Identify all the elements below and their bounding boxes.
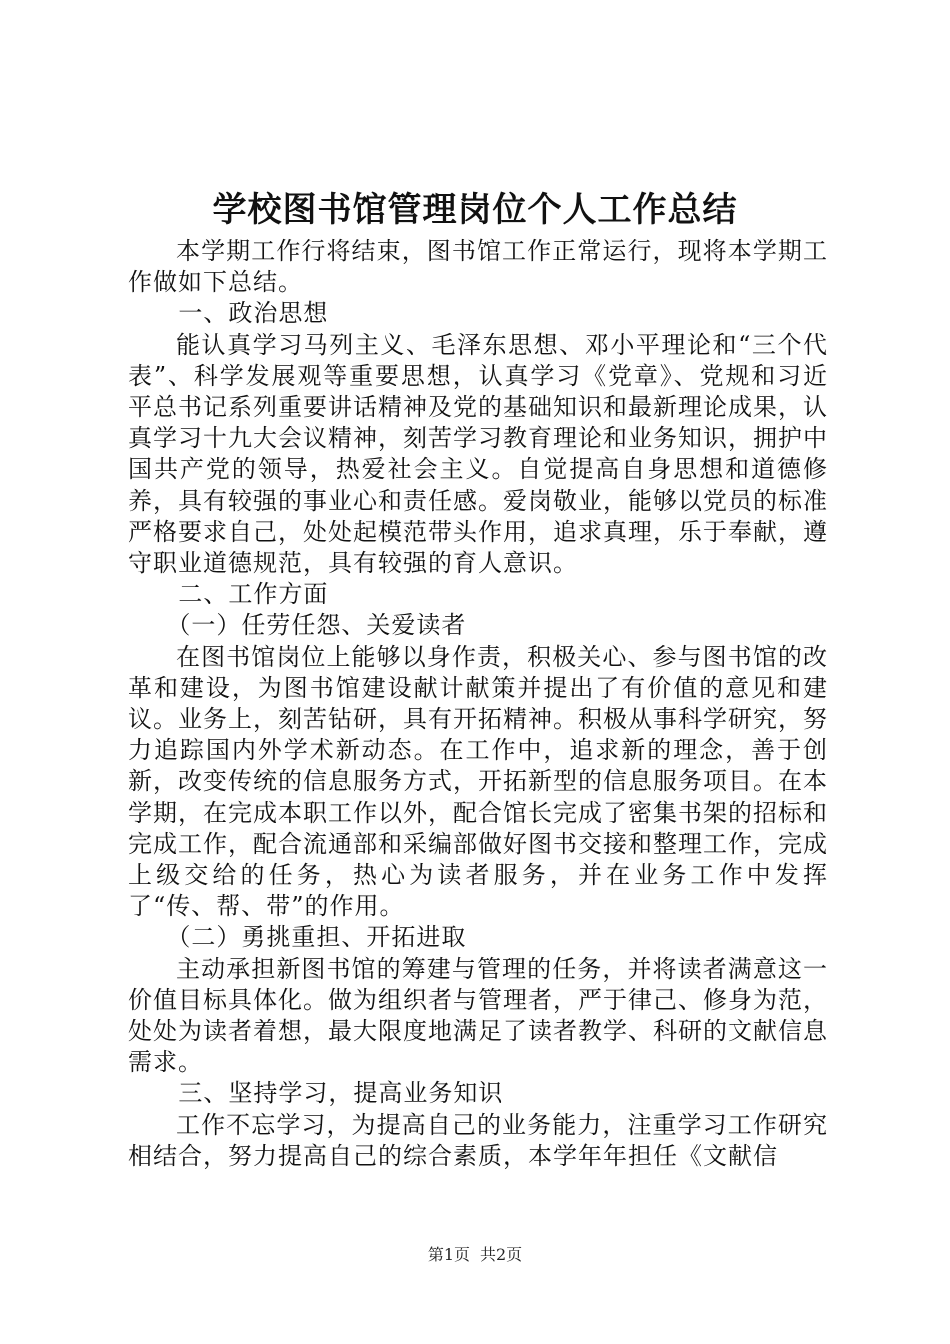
section-heading-work: 二、工作方面 xyxy=(178,580,329,609)
paragraph-readers: 在图书馆岗位上能够以身作责，积极关心、参与图书馆的改革和建设，为图书馆建设献计献策并提出了有价值的意见和建议。业务上，刻苦钻研，具有开拓精神。积极从事科学研究，努力追踪国内外学术新动态。在工作中，追求新的理念，善于创新，改变传统的信息服务方式，开拓新型的信息服务项目。在本学期，在完成本职工作以外，配合馆长完成了密集书架的招标和完成工作，配合流通部和采编部做好图书交接和整理工作，完成上级交给的任务，热心为读者服务，并在业务工作中发挥了“传、帮、带”的作用。 xyxy=(128,642,828,921)
page-number-current: 第1页 xyxy=(427,1245,470,1264)
paragraph-study: 工作不忘学习，为提高自己的业务能力，注重学习工作研究相结合，努力提高自己的综合素质，本学年年担任《文献信 xyxy=(128,1110,828,1170)
page-number-total: 共2页 xyxy=(480,1245,523,1264)
section-heading-politics: 一、政治思想 xyxy=(178,299,329,328)
section-heading-study: 三、坚持学习，提高业务知识 xyxy=(178,1079,504,1108)
subsection-heading-initiative: （二）勇挑重担、开拓进取 xyxy=(166,923,467,952)
paragraph-politics: 能认真学习马列主义、毛泽东思想、邓小平理论和“三个代表”、科学发展观等重要思想，认真学习《党章》、党规和习近平总书记系列重要讲话精神及党的基础知识和最新理论成果，认真学习十九大会议精神，刻苦学习教育理论和业务知识，拥护中国共产党的领导，热爱社会主义。自觉提高自身思想和道德修养，具有较强的事业心和责任感。爱岗敬业，能够以党员的标准严格要求自己，处处起模范带头作用，追求真理，乐于奉献，遵守职业道德规范，具有较强的育人意识。 xyxy=(128,330,828,578)
paragraph-initiative: 主动承担新图书馆的筹建与管理的任务，并将读者满意这一价值目标具体化。做为组织者与管理者，严于律己、修身为范，处处为读者着想，最大限度地满足了读者教学、科研的文献信息需求。 xyxy=(128,954,828,1077)
document-title: 学校图书馆管理岗位个人工作总结 xyxy=(212,190,738,230)
document-body xyxy=(128,236,828,1172)
subsection-heading-readers: （一）任劳任怨、关爱读者 xyxy=(166,611,467,640)
page-footer xyxy=(0,1244,950,1266)
paragraph-intro: 本学期工作行将结束，图书馆工作正常运行，现将本学期工作做如下总结。 xyxy=(128,237,828,297)
